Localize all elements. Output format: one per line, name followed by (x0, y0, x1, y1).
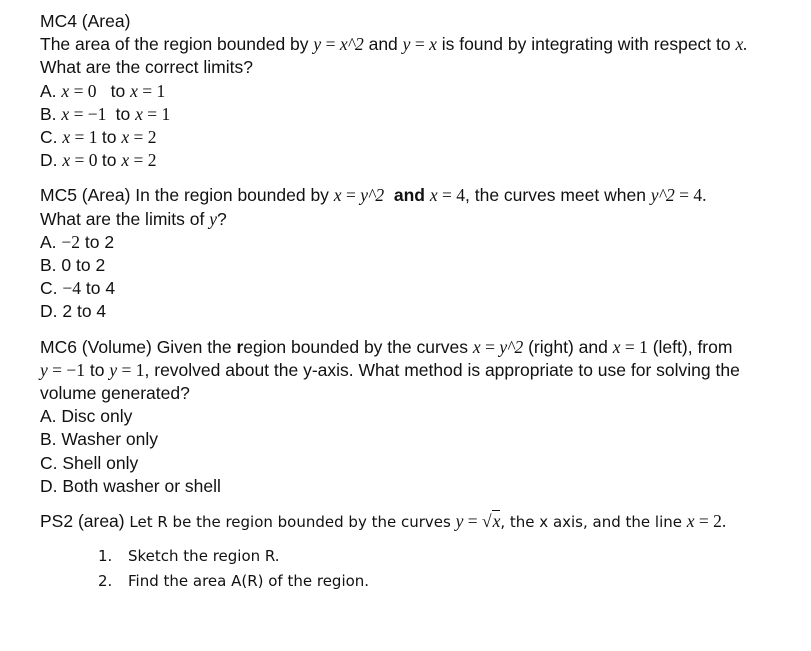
sqrt-symbol: √x (481, 511, 501, 532)
mc6-option-d: D. Both washer or shell (40, 475, 221, 496)
mc5-question-line1: MC5 (Area) In the region bounded by x = y^2 and x = 4, the curves meet when y^2 = 4. (40, 185, 707, 206)
mc4-option-b: B. x = −1 to x = 1 (40, 103, 171, 124)
question-mc4 (40, 10, 811, 172)
spacer (40, 498, 811, 510)
spacer (40, 324, 811, 336)
mc4-option-c: C. x = 1 to x = 2 (40, 127, 157, 148)
mc5-option-d: D. 2 to 4 (40, 301, 107, 322)
mc4-title: MC4 (Area) (40, 11, 131, 31)
list-item: 2. Find the area A(R) of the region. (98, 572, 370, 591)
question-mc6 (40, 336, 811, 498)
mc6-option-c: C. Shell only (40, 452, 139, 473)
mc4-question-line1: The area of the region bounded by y = x^2 and y = x is found by integrating with respect to x. (40, 34, 748, 55)
spacer (40, 172, 811, 184)
mc4-option-d: D. x = 0 to x = 2 (40, 150, 157, 171)
problem-ps2 (40, 510, 811, 594)
mc6-question-line1: MC6 (Volume) Given the region bounded by the curves x = y^2 (right) and x = 1 (left), from (40, 336, 733, 357)
mc6-question-line2: y = −1 to y = 1, revolved about the y-axis. What method is appropriate to use for solving the (40, 359, 740, 380)
mc5-question-line2: What are the limits of y? (40, 208, 227, 229)
mc6-option-b: B. Washer only (40, 429, 159, 450)
document-page (40, 10, 811, 594)
mc5-option-a: A. −2 to 2 (40, 231, 115, 252)
mc4-option-a: A. x = 0 to x = 1 (40, 80, 166, 101)
ps2-task-list (40, 544, 811, 594)
ps2-statement: PS2 (area) Let R be the region bounded by the curves y = √x, the x axis, and the line x = 2. (40, 510, 811, 534)
list-item: 1. Sketch the region R. (98, 547, 280, 566)
mc5-option-c: C. −4 to 4 (40, 278, 116, 299)
mc6-question-line3: volume generated? (40, 383, 190, 404)
question-mc5 (40, 184, 811, 323)
mc6-option-a: A. Disc only (40, 406, 133, 427)
mc4-question-line2: What are the correct limits? (40, 57, 253, 78)
mc5-option-b: B. 0 to 2 (40, 255, 106, 276)
